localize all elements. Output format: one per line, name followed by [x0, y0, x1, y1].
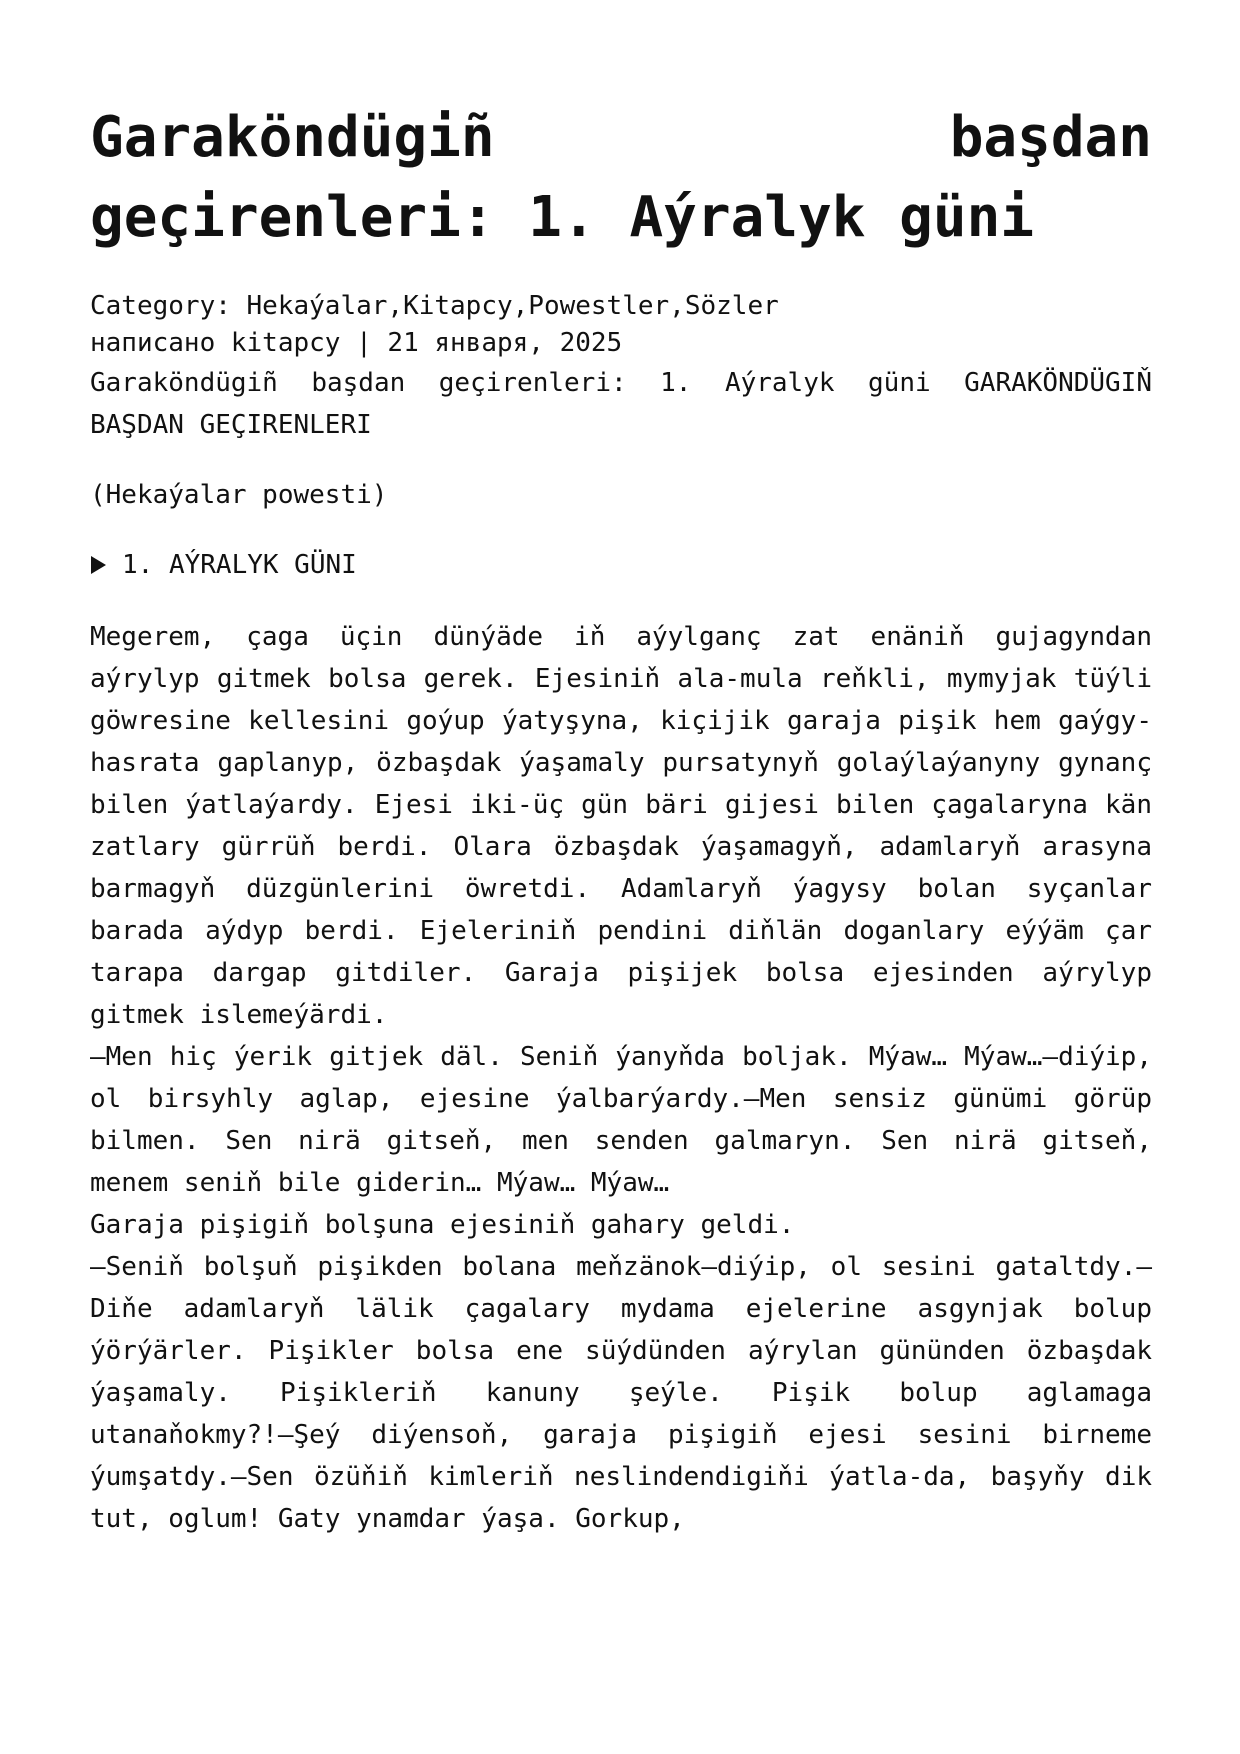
chapter-heading-label: 1. AÝRALYK GÜNI: [122, 550, 357, 580]
subtitle: (Hekaýalar powesti): [90, 480, 388, 510]
article-body: [90, 616, 1152, 1540]
article-meta: [90, 288, 1152, 362]
category-line: Category: Hekaýalar,Kitapcy,Powestler,Sözler: [90, 291, 779, 321]
paragraph: —Seniň bolşuň pişikden bolana meňzänok—diýip, ol sesini gataltdy.—Diňe adamlaryň lälik çagalary mydama ejelerine asgynjak bolup ýörýärler. Pişikler bolsa ene süýdünden aýrylan gününden özbaşdak ýaşamaly. Pişikleriň kanuny şeýle. Pişik bolup aglamaga utanaňokmy?!—Şeý diýensoň, garaja pişigiň ejesi sesini birneme ýumşatdy.—Sen özüňiň kimleriň neslindendigiňi ýatla-da, başyňy dik tut, oglum! Gaty ynamdar ýaşa. Gorkup,: [90, 1252, 1152, 1534]
disclosure-triangle-icon[interactable]: [91, 556, 106, 574]
paragraph: Megerem, çaga üçin dünýäde iň aýylganç zat enäniň gujagyndan aýrylyp gitmek bolsa gerek. Ejesiniň ala-mula reňkli, mymyjak tüýli göwresine kellesini goýup ýatyşyna, kiçijik garaja pişik hem gaýgy-hasrata gaplanyp, özbaşdak ýaşamaly pursatynyň golaýlaýanyny gynanç bilen ýatlaýardy. Ejesi iki-üç gün bäri gijesi bilen çagalaryna kän zatlary gürrüň berdi. Olara özbaşdak ýaşamagyň, adamlaryň arasyna barmagyň düzgünlerini öwretdi. Adamlaryň ýagysy bolan syçanlar barada aýdyp berdi. Ejeleriniň pendini diňlän doganlary eýýäm çar tarapa dargap gitdiler. Garaja pişijek bolsa ejesinden aýrylyp gitmek islemeýärdi.: [90, 622, 1152, 1030]
paragraph: —Men hiç ýerik gitjek däl. Seniň ýanyňda boljak. Mýaw… Mýaw…—diýip, ol birsyhly aglap, ejesine ýalbarýardy.—Men sensiz günümi görüp bilmen. Sen nirä gitseň, men senden galmaryn. Sen nirä gitseň, menem seniň bile giderin… Mýaw… Mýaw…: [90, 1042, 1152, 1198]
paragraph: Garaja pişigiň bolşuna ejesiniň gahary geldi.: [90, 1210, 795, 1240]
lead-text: Garaköndügiñ başdan geçirenleri: 1. Aýralyk güni GARAKÖNDÜGIŇ BAŞDAN GEÇIRENLERI: [90, 368, 1152, 440]
page-title: Garaköndügiñ başdan geçirenleri: 1. Aýralyk güni: [90, 105, 1152, 250]
byline: написано kitapcy | 21 января, 2025: [90, 328, 623, 358]
article: [90, 98, 1152, 1540]
chapter-heading[interactable]: [90, 544, 1152, 586]
